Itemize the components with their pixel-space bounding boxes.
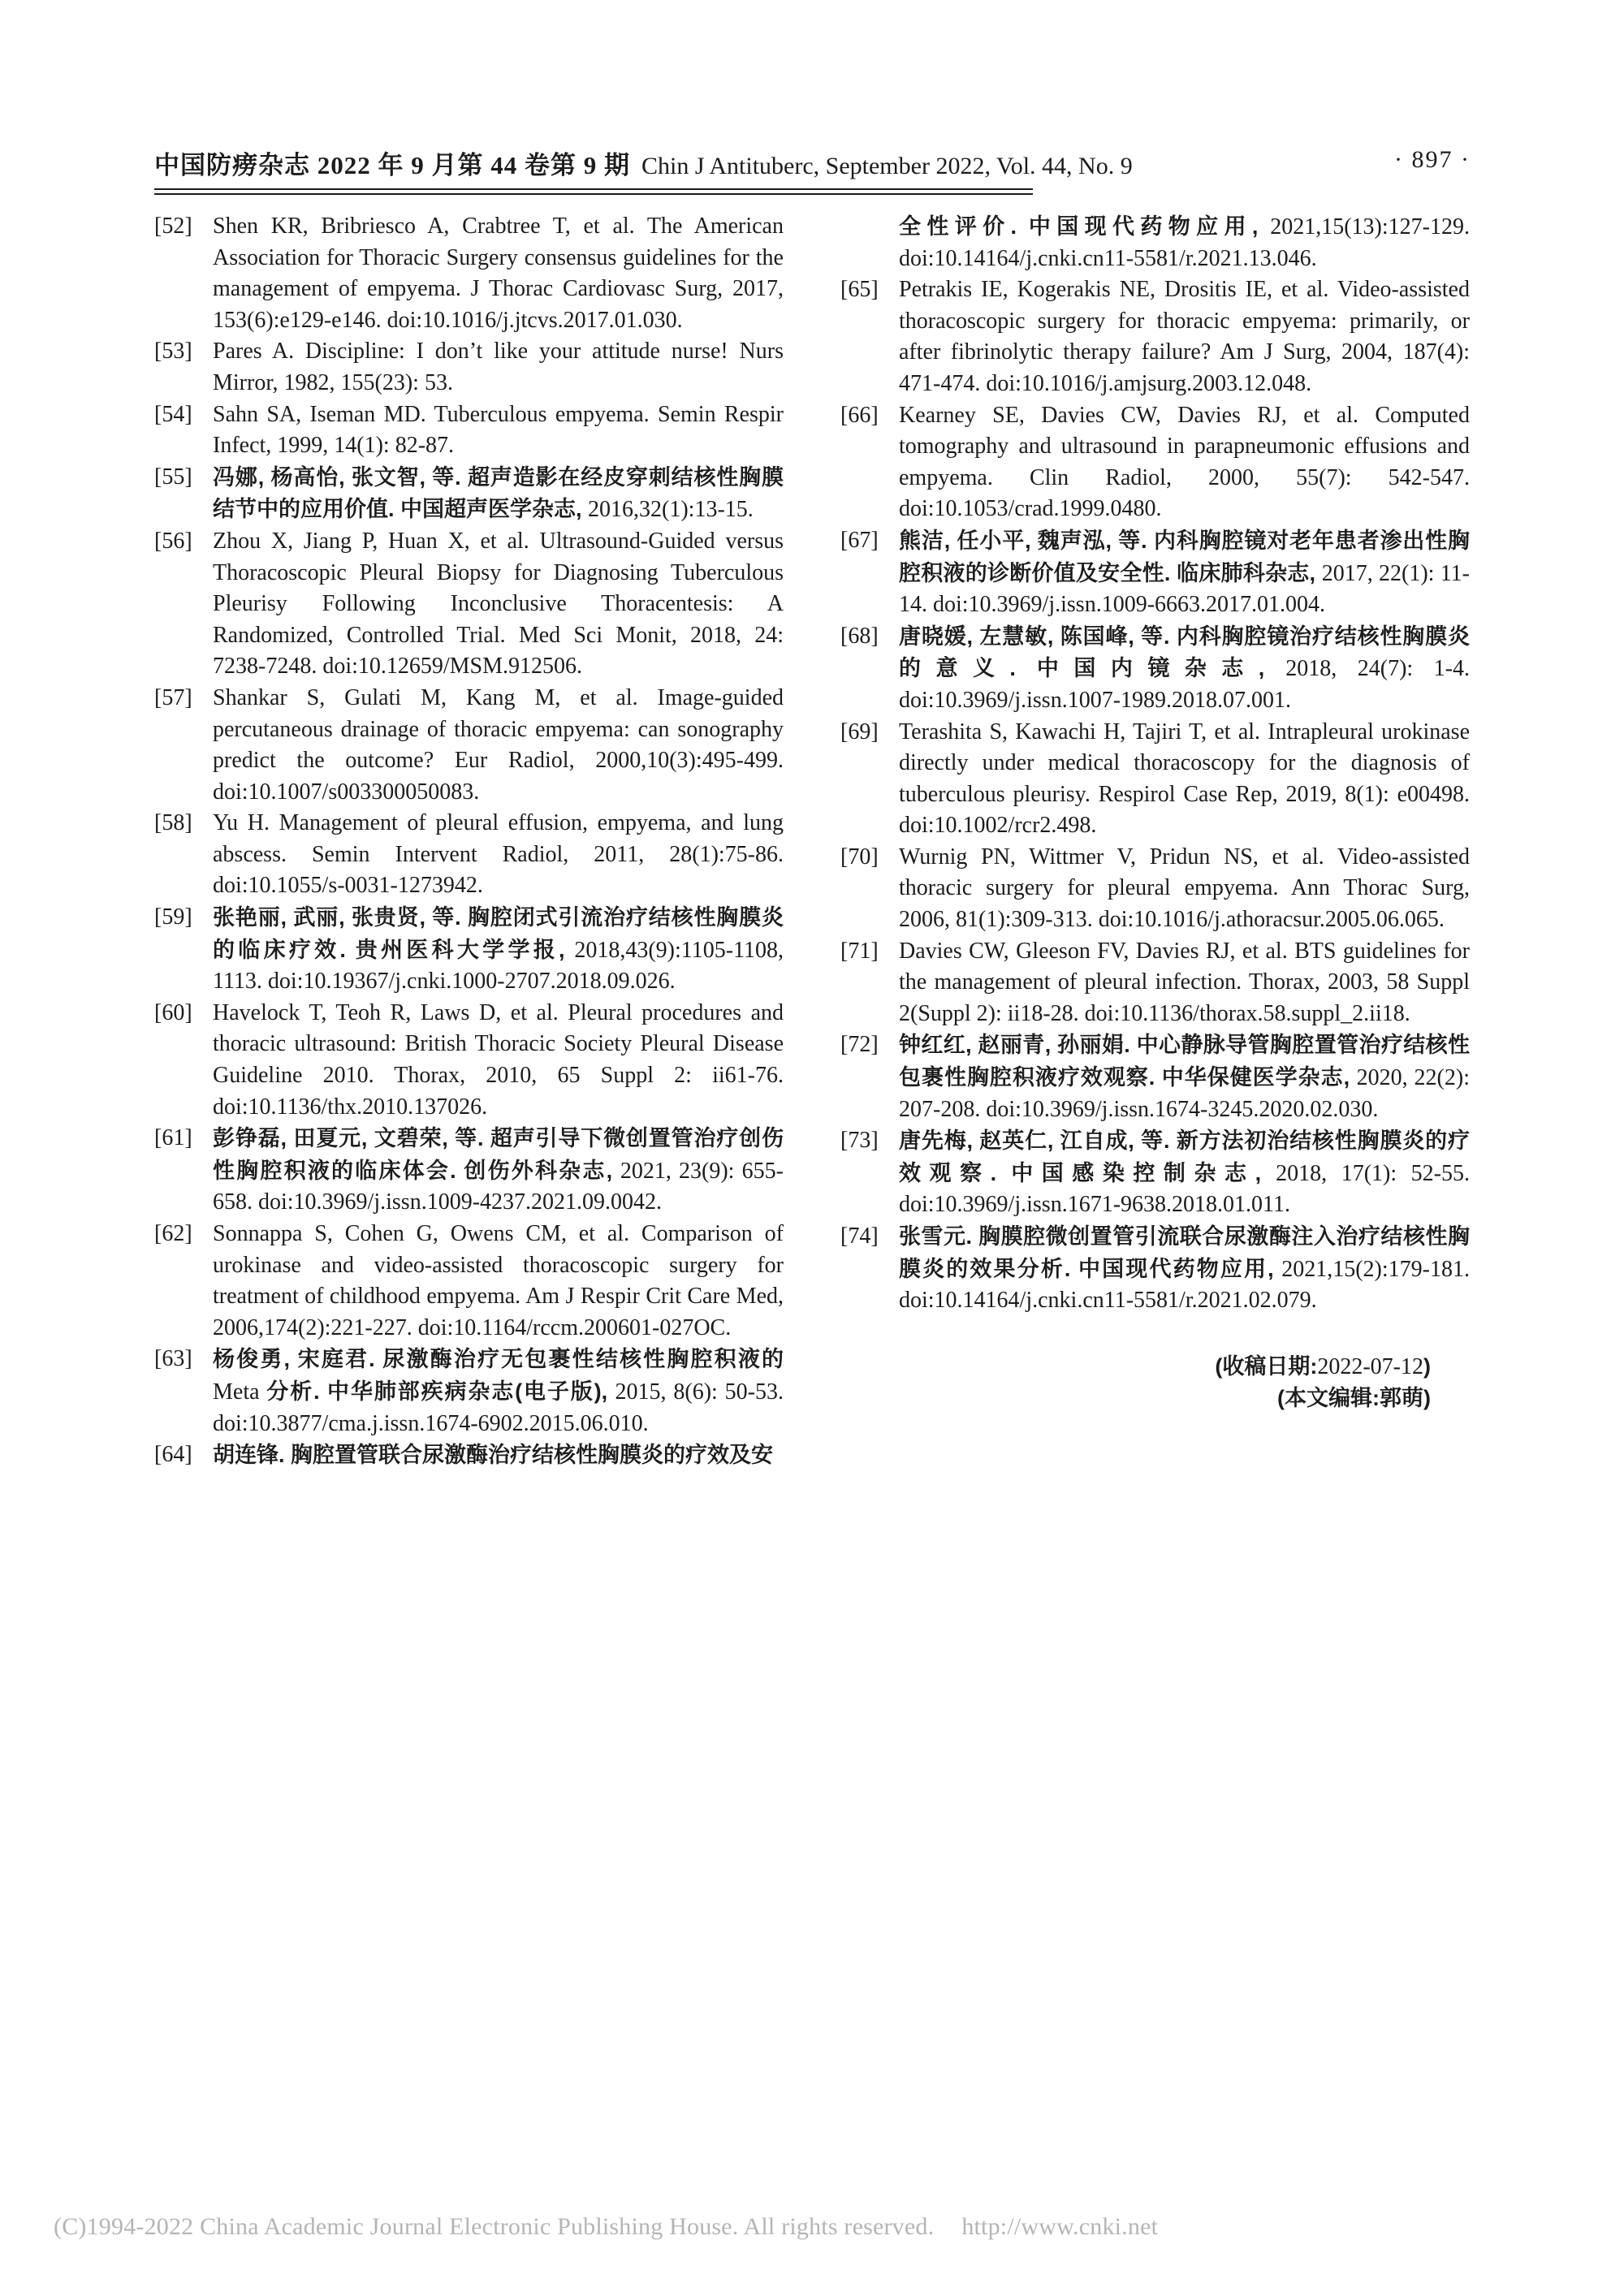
journal-title-cn: 中国防痨杂志 2022 年 9 月第 44 卷第 9 期 <box>154 151 630 179</box>
reference-number: [57] <box>154 684 192 710</box>
reference-text: 全性评价. 中国现代药物应用, <box>899 214 1271 239</box>
reference-text: Wurnig PN, Wittmer V, Pridun NS, et al. Video-assisted thoracic surgery for pleural empyema. Ann Thorac Surg, 2006, 81(1):309-313. doi:10.1016/j.athoracsur.2005.06.065. <box>899 844 1470 933</box>
reference-text: 杨俊勇, 宋庭君. 尿激酶治疗无包裹性结核性胸腔积液的 <box>213 1347 784 1372</box>
reference-item <box>154 998 784 1123</box>
reference-number: [55] <box>154 464 192 490</box>
journal-masthead <box>154 145 1133 195</box>
reference-number: [63] <box>154 1346 192 1372</box>
reference-text: 2021,15(2):179-181. doi:10.14164/j.cnki.cn11-5581/r.2021.02.079. <box>899 1256 1470 1314</box>
reference-item <box>840 1029 1470 1125</box>
reference-item <box>840 936 1470 1030</box>
reference-text: 2015, 8(6): 50-53. doi:10.3877/cma.j.issn.1674-6902.2015.06.010. <box>213 1379 784 1436</box>
cnki-url[interactable]: http://www.cnki.net <box>961 2213 1159 2240</box>
reference-number: [66] <box>840 402 879 428</box>
references-column-right <box>840 211 1470 1472</box>
reference-text: 彭铮磊, 田夏元, 文碧荣, 等. 超声引导下微创置管治疗创伤性胸腔积液的临床体会. 创伤外科杂志, <box>213 1126 784 1183</box>
reference-text: Sahn SA, Iseman MD. Tuberculous empyema. Semin Respir Infect, 1999, 14(1): 82-87. <box>213 401 784 459</box>
reference-number: [65] <box>840 277 879 303</box>
references-section <box>154 211 1470 1472</box>
references-column-left <box>154 211 784 1472</box>
reference-item <box>154 808 784 902</box>
received-date-value: 2022-07-12 <box>1317 1353 1423 1379</box>
reference-number: [72] <box>840 1032 879 1058</box>
reference-number: [69] <box>840 719 879 744</box>
reference-text: Shankar S, Gulati M, Kang M, et al. Image-guided percutaneous drainage of thoracic empyema: can sonography predict the outcome? Eur Radiol, 2000,10(3):495-499. doi:10.1007/s003300050083. <box>213 684 784 805</box>
reference-number: [64] <box>154 1442 192 1468</box>
reference-number: [74] <box>840 1224 879 1249</box>
reference-number: [53] <box>154 339 192 365</box>
reference-text: 2018, 17(1): 52-55. doi:10.3969/j.issn.1671-9638.2018.01.011. <box>899 1160 1470 1218</box>
reference-text: Davies CW, Gleeson FV, Davies RJ, et al. BTS guidelines for the management of pleural infection. Thorax, 2003, 58 Suppl 2(Suppl 2): ii18-28. doi:10.1136/thorax.58.suppl_2.ii18. <box>899 938 1470 1026</box>
reference-text: 2021,15(13):127-129. doi:10.14164/j.cnki.cn11-5581/r.2021.13.046. <box>899 214 1470 271</box>
reference-text: Meta <box>213 1379 267 1405</box>
reference-number: [61] <box>154 1125 192 1151</box>
reference-item <box>154 1219 784 1344</box>
reference-text: 张雪元. 胸膜腔微创置管引流联合尿激酶注入治疗结核性胸膜炎的效果分析. 中国现代药物应用, <box>899 1224 1470 1281</box>
reference-text: 2021, 23(9): 655-658. doi:10.3969/j.issn.1009-4237.2021.09.0042. <box>213 1158 784 1215</box>
received-date-note <box>840 1351 1470 1383</box>
reference-number: [60] <box>154 999 192 1025</box>
reference-item <box>840 621 1470 717</box>
editor-note: (本文编辑:郭萌) <box>1277 1386 1431 1411</box>
reference-item <box>840 274 1470 399</box>
reference-number: [52] <box>154 214 192 239</box>
reference-text: 2020, 22(2): 207-208. doi:10.3969/j.issn.1674-3245.2020.02.030. <box>899 1065 1470 1122</box>
reference-number: [73] <box>840 1128 879 1154</box>
reference-number: [71] <box>840 938 879 964</box>
reference-number: [59] <box>154 904 192 930</box>
reference-text: 唐先梅, 赵英仁, 江自成, 等. 新方法初治结核性胸膜炎的疗效观察. 中国感染控制杂志, <box>899 1129 1470 1185</box>
reference-text: Shen KR, Bribriesco A, Crabtree T, et al. The American Association for Thoracic Surgery consensus guidelines for the management of empyema. J Thorac Cardiovasc Surg, 2017, 153(6):e129-e146. doi:10.1016/j.jtcvs.2017.01.030. <box>213 214 784 333</box>
reference-text: 2018, 24(7): 1-4. doi:10.3969/j.issn.1007-1989.2018.07.001. <box>899 656 1470 713</box>
reference-item <box>154 211 784 336</box>
reference-text: Yu H. Management of pleural effusion, empyema, and lung abscess. Semin Intervent Radiol, 2011, 28(1):75-86. doi:10.1055/s-0031-1273942. <box>213 810 784 899</box>
reference-item <box>840 1125 1470 1221</box>
reference-item <box>154 1439 784 1472</box>
journal-title-en: Chin J Antituberc, September 2022, Vol. 44, No. 9 <box>641 153 1133 179</box>
reference-number: [70] <box>840 844 879 870</box>
page-header <box>154 145 1471 193</box>
reference-text: Havelock T, Teoh R, Laws D, et al. Pleural procedures and thoracic ultrasound: British Thoracic Society Pleural Disease Guideline 2010. Thorax, 2010, 65 Suppl 2: ii61-76. doi:10.1136/thx.2010.137026. <box>213 999 784 1120</box>
reference-text: Zhou X, Jiang P, Huan X, et al. Ultrasound-Guided versus Thoracoscopic Pleural Biopsy for Diagnosing Tuberculous Pleurisy Following Inconclusive Thoracentesis: A Randomized, Controlled Trial. Med Sci Monit, 2018, 24: 7238-7248. doi:10.12659/MSM.912506. <box>213 528 784 680</box>
reference-text: 熊洁, 任小平, 魏声泓, 等. 内科胸腔镜对老年患者渗出性胸腔积液的诊断价值及安全性. 临床肺科杂志, <box>899 528 1470 585</box>
reference-item <box>840 1221 1470 1317</box>
reference-number: [67] <box>840 527 879 553</box>
reference-item <box>840 400 1470 525</box>
reference-item <box>154 1344 784 1439</box>
reference-text: Sonnappa S, Cohen G, Owens CM, et al. Comparison of urokinase and video-assisted thoracoscopic surgery for treatment of childhood empyema. Am J Respir Crit Care Med, 2006,174(2):221-227. doi:10.1164/rccm.200601-027OC. <box>213 1221 784 1340</box>
reference-text: 2017, 22(1): 11-14. doi:10.3969/j.issn.1009-6663.2017.01.004. <box>899 560 1470 618</box>
reference-text: 胡连锋. 胸腔置管联合尿激酶治疗结核性胸膜炎的疗效及安 <box>213 1443 774 1468</box>
reference-number: [56] <box>154 528 192 554</box>
reference-item <box>154 683 784 808</box>
reference-text: 分析. 中华肺部疾病杂志(电子版), <box>266 1379 615 1404</box>
reference-item <box>840 717 1470 842</box>
reference-text: 唐晓媛, 左慧敏, 陈国峰, 等. 内科胸腔镜治疗结核性胸膜炎的意义. 中国内镜杂志, <box>899 624 1470 681</box>
reference-text: Petrakis IE, Kogerakis NE, Drositis IE, et al. Video-assisted thoracoscopic surgery for thoracic empyema: primarily, or after fibrinolytic therapy failure? Am J Surg, 2004, 187(4): 471-474. doi:10.1016/j.amjsurg.2003.12.048. <box>899 277 1470 396</box>
reference-text: Terashita S, Kawachi H, Tajiri T, et al. Intrapleural urokinase directly under medical thoracoscopy for the diagnosis of tuberculous pleurisy. Respirol Case Rep, 2019, 8(1): e00498. doi:10.1002/rcr2.498. <box>899 719 1470 839</box>
received-date-close: ) <box>1423 1353 1431 1379</box>
reference-item <box>154 336 784 399</box>
reference-number: [62] <box>154 1221 192 1246</box>
reference-item <box>154 399 784 462</box>
reference-text: 张艳丽, 武丽, 张贵贤, 等. 胸腔闭式引流治疗结核性胸膜炎的临床疗效. 贵州医科大学学报, <box>213 905 784 962</box>
reference-number: [54] <box>154 401 192 427</box>
reference-text: 2018,43(9):1105-1108, 1113. doi:10.19367/j.cnki.1000-2707.2018.09.026. <box>213 937 784 995</box>
reference-item <box>154 1123 784 1219</box>
reference-text: 冯娜, 杨高怡, 张文智, 等. 超声造影在经皮穿刺结核性胸膜结节中的应用价值. 中国超声医学杂志, <box>213 464 784 522</box>
page-number: · 897 · <box>1394 146 1471 173</box>
reference-text: Kearney SE, Davies CW, Davies RJ, et al. Computed tomography and ultrasound in parapneumonic effusions and empyema. Clin Radiol, 2000, 55(7): 542-547. doi:10.1053/crad.1999.0480. <box>899 402 1470 522</box>
reference-item <box>840 842 1470 936</box>
reference-text: Pares A. Discipline: I don’t like your attitude nurse! Nurs Mirror, 1982, 155(23): 53. <box>213 339 784 395</box>
reference-number: [58] <box>154 810 192 836</box>
reference-item <box>154 462 784 526</box>
reference-text: 2016,32(1):13-15. <box>588 497 754 523</box>
reference-item <box>154 526 784 683</box>
reference-item <box>840 525 1470 621</box>
reference-number: [68] <box>840 623 879 649</box>
copyright-text: (C)1994-2022 China Academic Journal Electronic Publishing House. All rights reserved. <box>54 2213 935 2240</box>
page-footer <box>54 2213 1158 2241</box>
reference-item <box>154 902 784 998</box>
header-double-rule <box>154 188 1033 195</box>
received-date-label: (收稿日期: <box>1215 1353 1318 1379</box>
reference-item-continued <box>840 211 1470 274</box>
reference-text: 钟红红, 赵丽青, 孙丽娟. 中心静脉导管胸腔置管治疗结核性包裹性胸腔积液疗效观察. 中华保健医学杂志, <box>899 1033 1470 1090</box>
